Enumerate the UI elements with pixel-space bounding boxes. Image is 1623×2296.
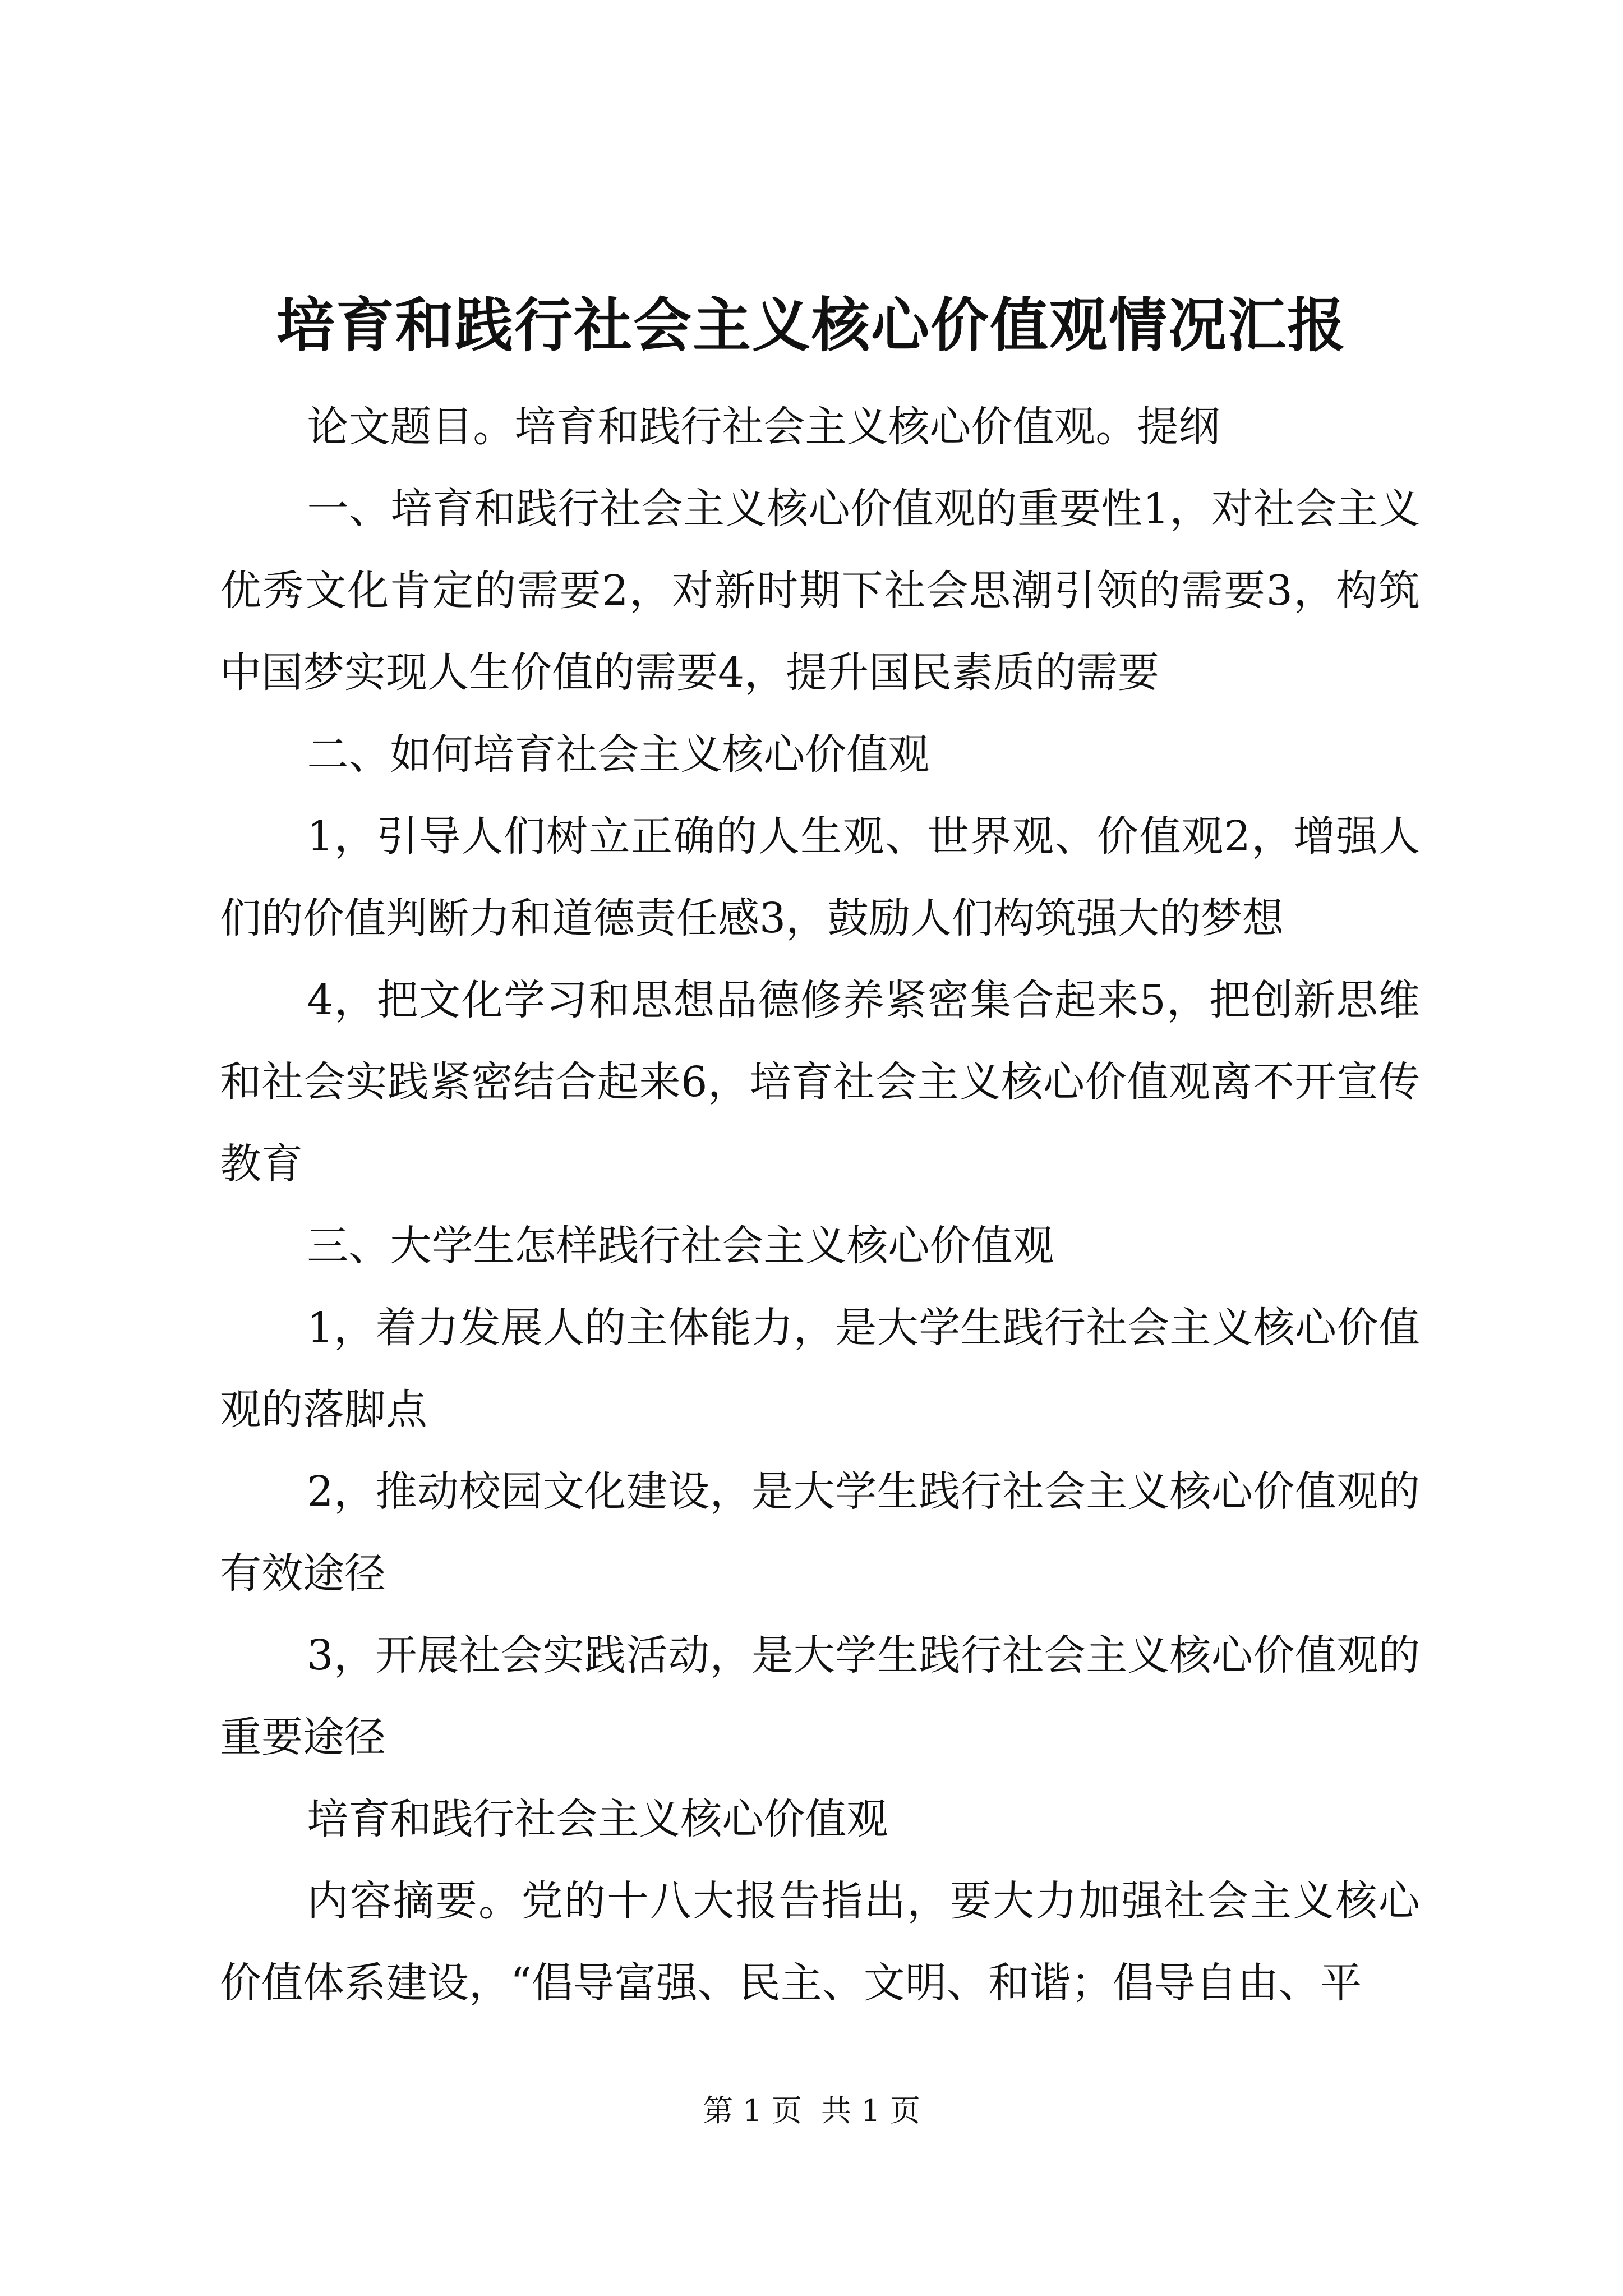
- paragraph-outline-section-1: 一、培育和践行社会主义核心价值观的重要性1，对社会主义优秀文化肯定的需要2，对新时期下社会思潮引领的需要3，构筑中国梦实现人生价值的需要4，提升国民素质的需要: [220, 485, 1420, 697]
- paragraph-outline-section-2-items-a: 1，引导人们树立正确的人生观、世界观、价值观2，增强人们的价值判断力和道德责任感3，鼓励人们构筑强大的梦想: [220, 812, 1420, 942]
- paragraph-outline-section-3-item-1: 1，着力发展人的主体能力，是大学生践行社会主义核心价值观的落脚点: [220, 1304, 1420, 1434]
- paragraph-outline-section-3-item-3: 3，开展社会实践活动，是大学生践行社会主义核心价值观的重要途径: [220, 1631, 1420, 1761]
- page-footer: 第 1 页 共 1 页: [703, 2093, 920, 2128]
- paragraph-outline-section-2-items-b: 4，把文化学习和思想品德修养紧密集合起来5，把创新思维和社会实践紧密结合起来6，培育社会主义核心价值观离不开宣传教育: [220, 976, 1420, 1188]
- document-body: [220, 386, 1420, 2024]
- paragraph-outline-section-3-heading: 三、大学生怎样践行社会主义核心价值观: [307, 1222, 1054, 1270]
- paragraph-abstract: 内容摘要。党的十八大报告指出，要大力加强社会主义核心价值体系建设，“倡导富强、民主、文明、和谐；倡导自由、平: [220, 1877, 1420, 2007]
- paragraph-outline-section-2-heading: 二、如何培育社会主义核心价值观: [307, 730, 930, 779]
- paragraph-outline-section-3-item-2: 2，推动校园文化建设，是大学生践行社会主义核心价值观的有效途径: [220, 1467, 1420, 1598]
- paragraph-thesis-title: 论文题目。培育和践行社会主义核心价值观。提纲: [307, 403, 1220, 451]
- paragraph-article-title: 培育和践行社会主义核心价值观: [307, 1795, 888, 1843]
- document-title: 培育和践行社会主义核心价值观情况汇报: [276, 291, 1347, 360]
